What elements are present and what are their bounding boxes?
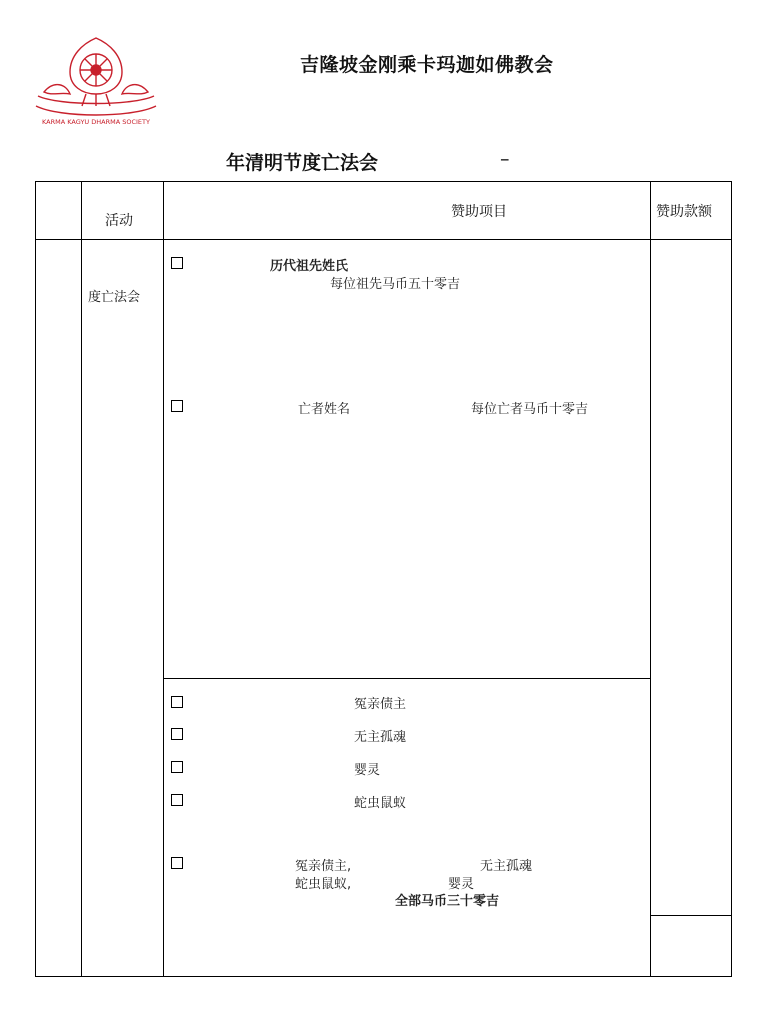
table-border-bottom bbox=[35, 976, 732, 977]
column-header-amount: 赞助款额 bbox=[656, 204, 712, 220]
deceased-price: 每位亡者马币十零吉 bbox=[471, 402, 589, 417]
table-border-right bbox=[731, 181, 732, 977]
dharma-wheel-logo-icon bbox=[30, 34, 162, 126]
ancestors-price: 每位祖先马币五十零吉 bbox=[330, 277, 461, 292]
col-divider-2 bbox=[163, 181, 164, 977]
checkbox-creditors[interactable] bbox=[171, 696, 183, 708]
title-dash: – bbox=[500, 148, 510, 170]
combo-unowned: 无主孤魂 bbox=[480, 859, 533, 874]
combo-infant: 婴灵 bbox=[448, 877, 475, 892]
ancestors-label: 历代祖先姓氏 bbox=[270, 259, 349, 274]
combo-creatures: 蛇虫鼠蚁, bbox=[295, 877, 352, 892]
combo-price: 全部马币三十零吉 bbox=[395, 894, 500, 909]
checkbox-infant-spirits[interactable] bbox=[171, 761, 183, 773]
checkbox-ancestors[interactable] bbox=[171, 257, 183, 269]
activity-name: 度亡法会 bbox=[88, 290, 141, 305]
amount-cell-divider bbox=[650, 915, 731, 916]
column-header-item: 赞助项目 bbox=[451, 204, 507, 220]
checkbox-deceased[interactable] bbox=[171, 400, 183, 412]
creatures-label: 蛇虫鼠蚁 bbox=[354, 796, 407, 811]
unowned-souls-label: 无主孤魂 bbox=[354, 730, 407, 745]
infant-spirits-label: 婴灵 bbox=[354, 763, 381, 778]
deceased-label: 亡者姓名 bbox=[298, 402, 351, 417]
organization-title: 吉隆坡金刚乘卡玛迦如佛教会 bbox=[300, 54, 554, 76]
column-header-activity: 活动 bbox=[105, 213, 133, 229]
logo-text: KARMA KAGYU DHARMA SOCIETY bbox=[42, 118, 150, 126]
table-header-divider bbox=[35, 239, 732, 240]
table-border-left bbox=[35, 181, 36, 977]
creditors-label: 冤亲债主 bbox=[354, 697, 407, 712]
col-divider-1 bbox=[81, 181, 82, 977]
form-title: 年清明节度亡法会 bbox=[226, 152, 379, 174]
checkbox-unowned-souls[interactable] bbox=[171, 728, 183, 740]
checkbox-combo[interactable] bbox=[171, 857, 183, 869]
combo-creditors: 冤亲债主, bbox=[295, 859, 352, 874]
table-border-top bbox=[35, 181, 732, 182]
col-divider-3 bbox=[650, 181, 651, 977]
society-logo bbox=[30, 34, 162, 126]
checkbox-creatures[interactable] bbox=[171, 794, 183, 806]
item-section-divider bbox=[163, 678, 651, 679]
